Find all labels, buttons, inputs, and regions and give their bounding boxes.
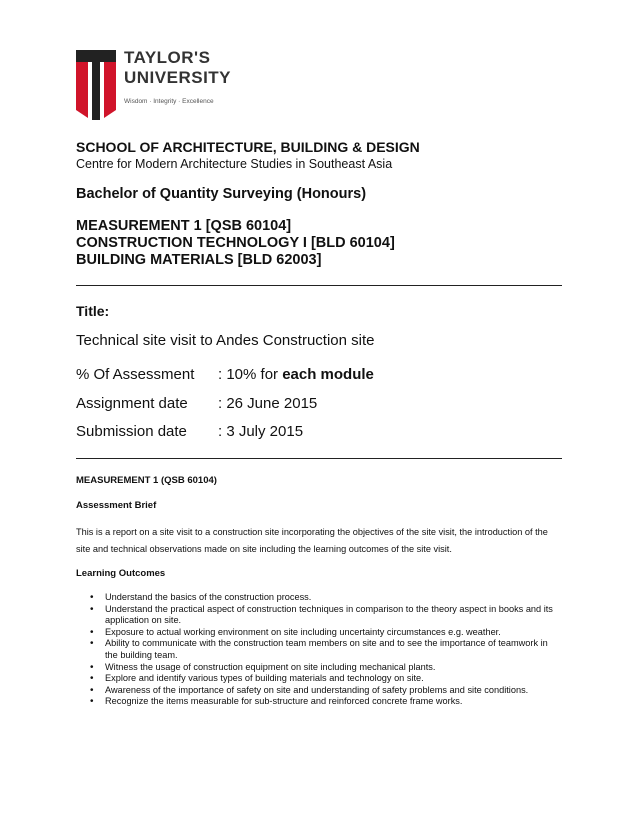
bullet-icon: •: [90, 684, 94, 696]
outcome-text: Awareness of the importance of safety on site and understanding of safety problems and site conditions.: [105, 684, 529, 695]
submission-date-label: Submission date: [76, 423, 187, 440]
assessment-brief-heading: Assessment Brief: [76, 500, 157, 511]
module-section-heading: MEASUREMENT 1 (QSB 60104): [76, 475, 217, 486]
divider: [76, 285, 562, 286]
list-item: [76, 696, 562, 708]
bullet-icon: •: [90, 673, 94, 685]
logo-tagline: Wisdom · Integrity · Excellence: [124, 98, 214, 105]
university-logo: [74, 48, 234, 122]
shield-emblem-icon: [74, 48, 118, 120]
school-name: SCHOOL OF ARCHITECTURE, BUILDING & DESIGN: [76, 139, 420, 155]
outcome-text: Understand the practical aspect of construction techniques in comparison to the theory aspect in books and its application on site.: [105, 603, 553, 626]
assessment-value-emphasis: each module: [282, 366, 374, 383]
assessment-brief-text: This is a report on a site visit to a construction site incorporating the objectives of the site visit, the introduction of the site and technical observations made on site including the learning outcomes of the site visit.: [76, 527, 548, 554]
outcome-text: Explore and identify various types of building materials and technology on site.: [105, 673, 424, 684]
assignment-title: Technical site visit to Andes Construction site: [76, 332, 375, 349]
assessment-value-prefix: : 10% for: [218, 366, 283, 383]
outcome-text: Recognize the items measurable for sub-structure and reinforced concrete frame works.: [105, 696, 463, 707]
module-title: CONSTRUCTION TECHNOLOGY I [BLD 60104]: [76, 235, 395, 251]
bullet-icon: •: [90, 638, 94, 650]
centre-name: Centre for Modern Architecture Studies in Southeast Asia: [76, 157, 393, 171]
logo-wordmark-line2: UNIVERSITY: [124, 68, 232, 87]
learning-outcomes-heading: Learning Outcomes: [76, 568, 166, 579]
bullet-icon: •: [90, 696, 94, 708]
bullet-icon: •: [90, 626, 94, 638]
outcome-text: Ability to communicate with the construction team members on site and to see the importance of teamwork in the building team.: [105, 638, 548, 660]
degree-title: Bachelor of Quantity Surveying (Honours): [76, 186, 367, 202]
bullet-icon: •: [90, 661, 94, 673]
bullet-icon: •: [90, 592, 94, 603]
module-title: MEASUREMENT 1 [QSB 60104]: [76, 218, 292, 234]
list-item: [76, 604, 562, 627]
outcome-text: Witness the usage of construction equipment on site including mechanical plants.: [105, 661, 436, 672]
assessment-value: [218, 366, 374, 383]
outcome-text: Understand the basics of the construction process.: [105, 592, 312, 602]
bullet-icon: •: [90, 603, 94, 615]
submission-date-value: : 3 July 2015: [218, 423, 304, 440]
assessment-label: % Of Assessment: [76, 366, 195, 383]
assignment-date-value: : 26 June 2015: [218, 395, 318, 412]
logo-wordmark-line1: TAYLOR'S: [124, 48, 211, 67]
assignment-date-label: Assignment date: [76, 395, 188, 412]
list-item: [76, 685, 562, 697]
outcome-text: Exposure to actual working environment on site including uncertainty circumstances e.g. weather.: [105, 626, 501, 637]
list-item: [76, 627, 562, 639]
list-item: [76, 638, 562, 661]
module-title: BUILDING MATERIALS [BLD 62003]: [76, 252, 322, 268]
title-label: Title:: [76, 303, 110, 319]
divider: [76, 458, 562, 459]
list-item: [76, 662, 562, 674]
list-item: [76, 673, 562, 685]
list-item: [76, 592, 562, 604]
learning-outcomes-list: [76, 592, 562, 708]
